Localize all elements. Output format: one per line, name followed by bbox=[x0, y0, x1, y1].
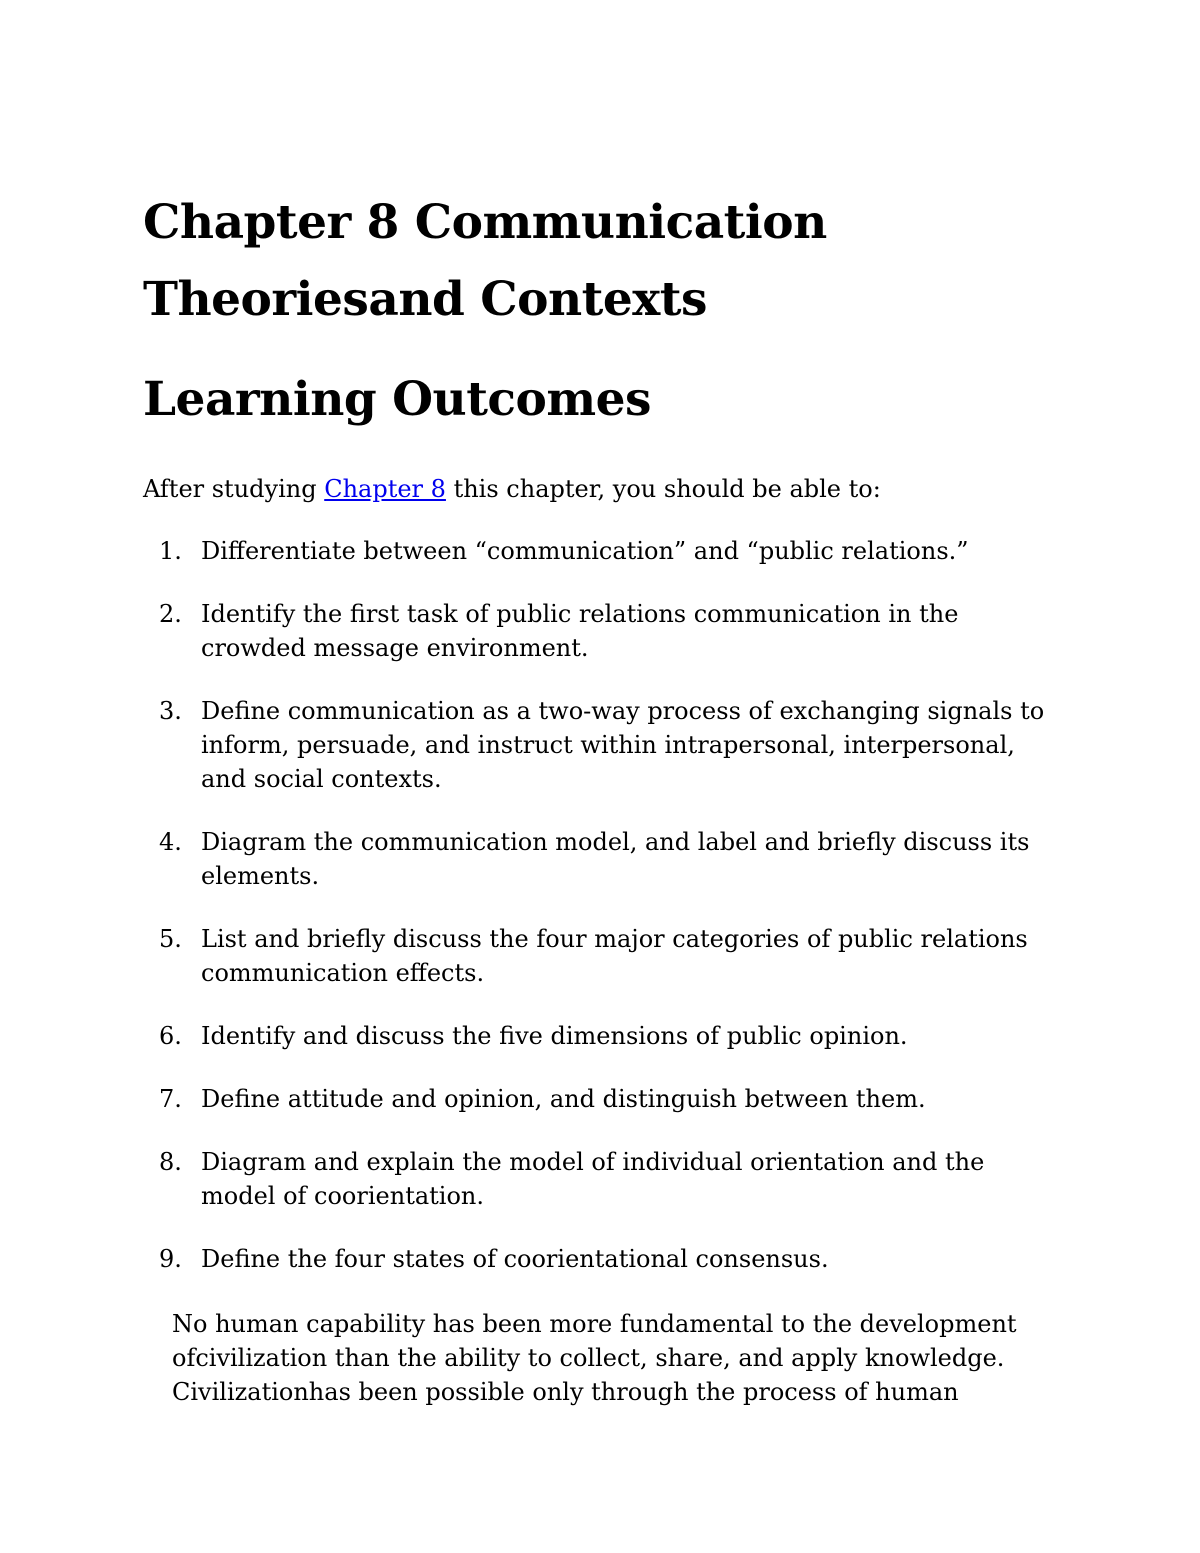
outcome-number: 7. bbox=[159, 1085, 182, 1113]
intro-text-after: this chapter, you should be able to: bbox=[445, 475, 881, 503]
intro-text-before: After studying bbox=[143, 475, 325, 503]
outcome-item bbox=[143, 1082, 1063, 1116]
outcome-text: Diagram the communication model, and label and briefly discuss its elements. bbox=[201, 828, 1030, 890]
outcome-item bbox=[143, 1145, 1063, 1213]
outcome-text: Identify and discuss the five dimensions of public opinion. bbox=[201, 1022, 908, 1050]
outcome-number: 3. bbox=[159, 697, 182, 725]
outcome-text: Identify the first task of public relations communication in the crowded message environment. bbox=[201, 600, 959, 662]
page-title bbox=[143, 184, 1143, 338]
outcome-text: Differentiate between “communication” and “public relations.” bbox=[201, 537, 969, 565]
outcome-number: 8. bbox=[159, 1148, 182, 1176]
outcome-text: List and briefly discuss the four major categories of public relations communication effects. bbox=[201, 925, 1028, 987]
outcome-number: 2. bbox=[159, 600, 182, 628]
learning-outcomes-list bbox=[143, 534, 1063, 1305]
body-paragraph bbox=[172, 1307, 1052, 1409]
outcome-item bbox=[143, 1019, 1063, 1053]
section-heading: Learning Outcomes bbox=[143, 372, 651, 427]
outcome-text: Define communication as a two-way process of exchanging signals to inform, persuade, and instruct within intrapersonal, interpersonal, and social contexts. bbox=[201, 697, 1045, 793]
outcome-item bbox=[143, 1242, 1063, 1276]
body-line: ofcivilization than the ability to collect, share, and apply knowledge. bbox=[172, 1344, 1005, 1372]
outcome-text: Define attitude and opinion, and distinguish between them. bbox=[201, 1085, 926, 1113]
outcome-number: 6. bbox=[159, 1022, 182, 1050]
outcome-number: 1. bbox=[159, 537, 182, 565]
title-line-1: Chapter 8 Communication bbox=[143, 195, 827, 250]
chapter-link[interactable]: Chapter 8 bbox=[324, 475, 446, 503]
outcome-item bbox=[143, 534, 1063, 568]
outcome-item bbox=[143, 922, 1063, 990]
outcome-number: 9. bbox=[159, 1245, 182, 1273]
outcome-text: Diagram and explain the model of individual orientation and the model of coorientation. bbox=[201, 1148, 985, 1210]
outcome-item bbox=[143, 694, 1063, 796]
outcome-text: Define the four states of coorientational consensus. bbox=[201, 1245, 829, 1273]
title-line-2: Theoriesand Contexts bbox=[143, 272, 707, 327]
outcome-number: 5. bbox=[159, 925, 182, 953]
outcome-item bbox=[143, 825, 1063, 893]
outcome-number: 4. bbox=[159, 828, 182, 856]
outcome-item bbox=[143, 597, 1063, 665]
body-line: Civilizationhas been possible only through the process of human bbox=[172, 1378, 959, 1406]
body-line: No human capability has been more fundamental to the development bbox=[172, 1310, 1017, 1338]
intro-paragraph bbox=[143, 472, 881, 506]
